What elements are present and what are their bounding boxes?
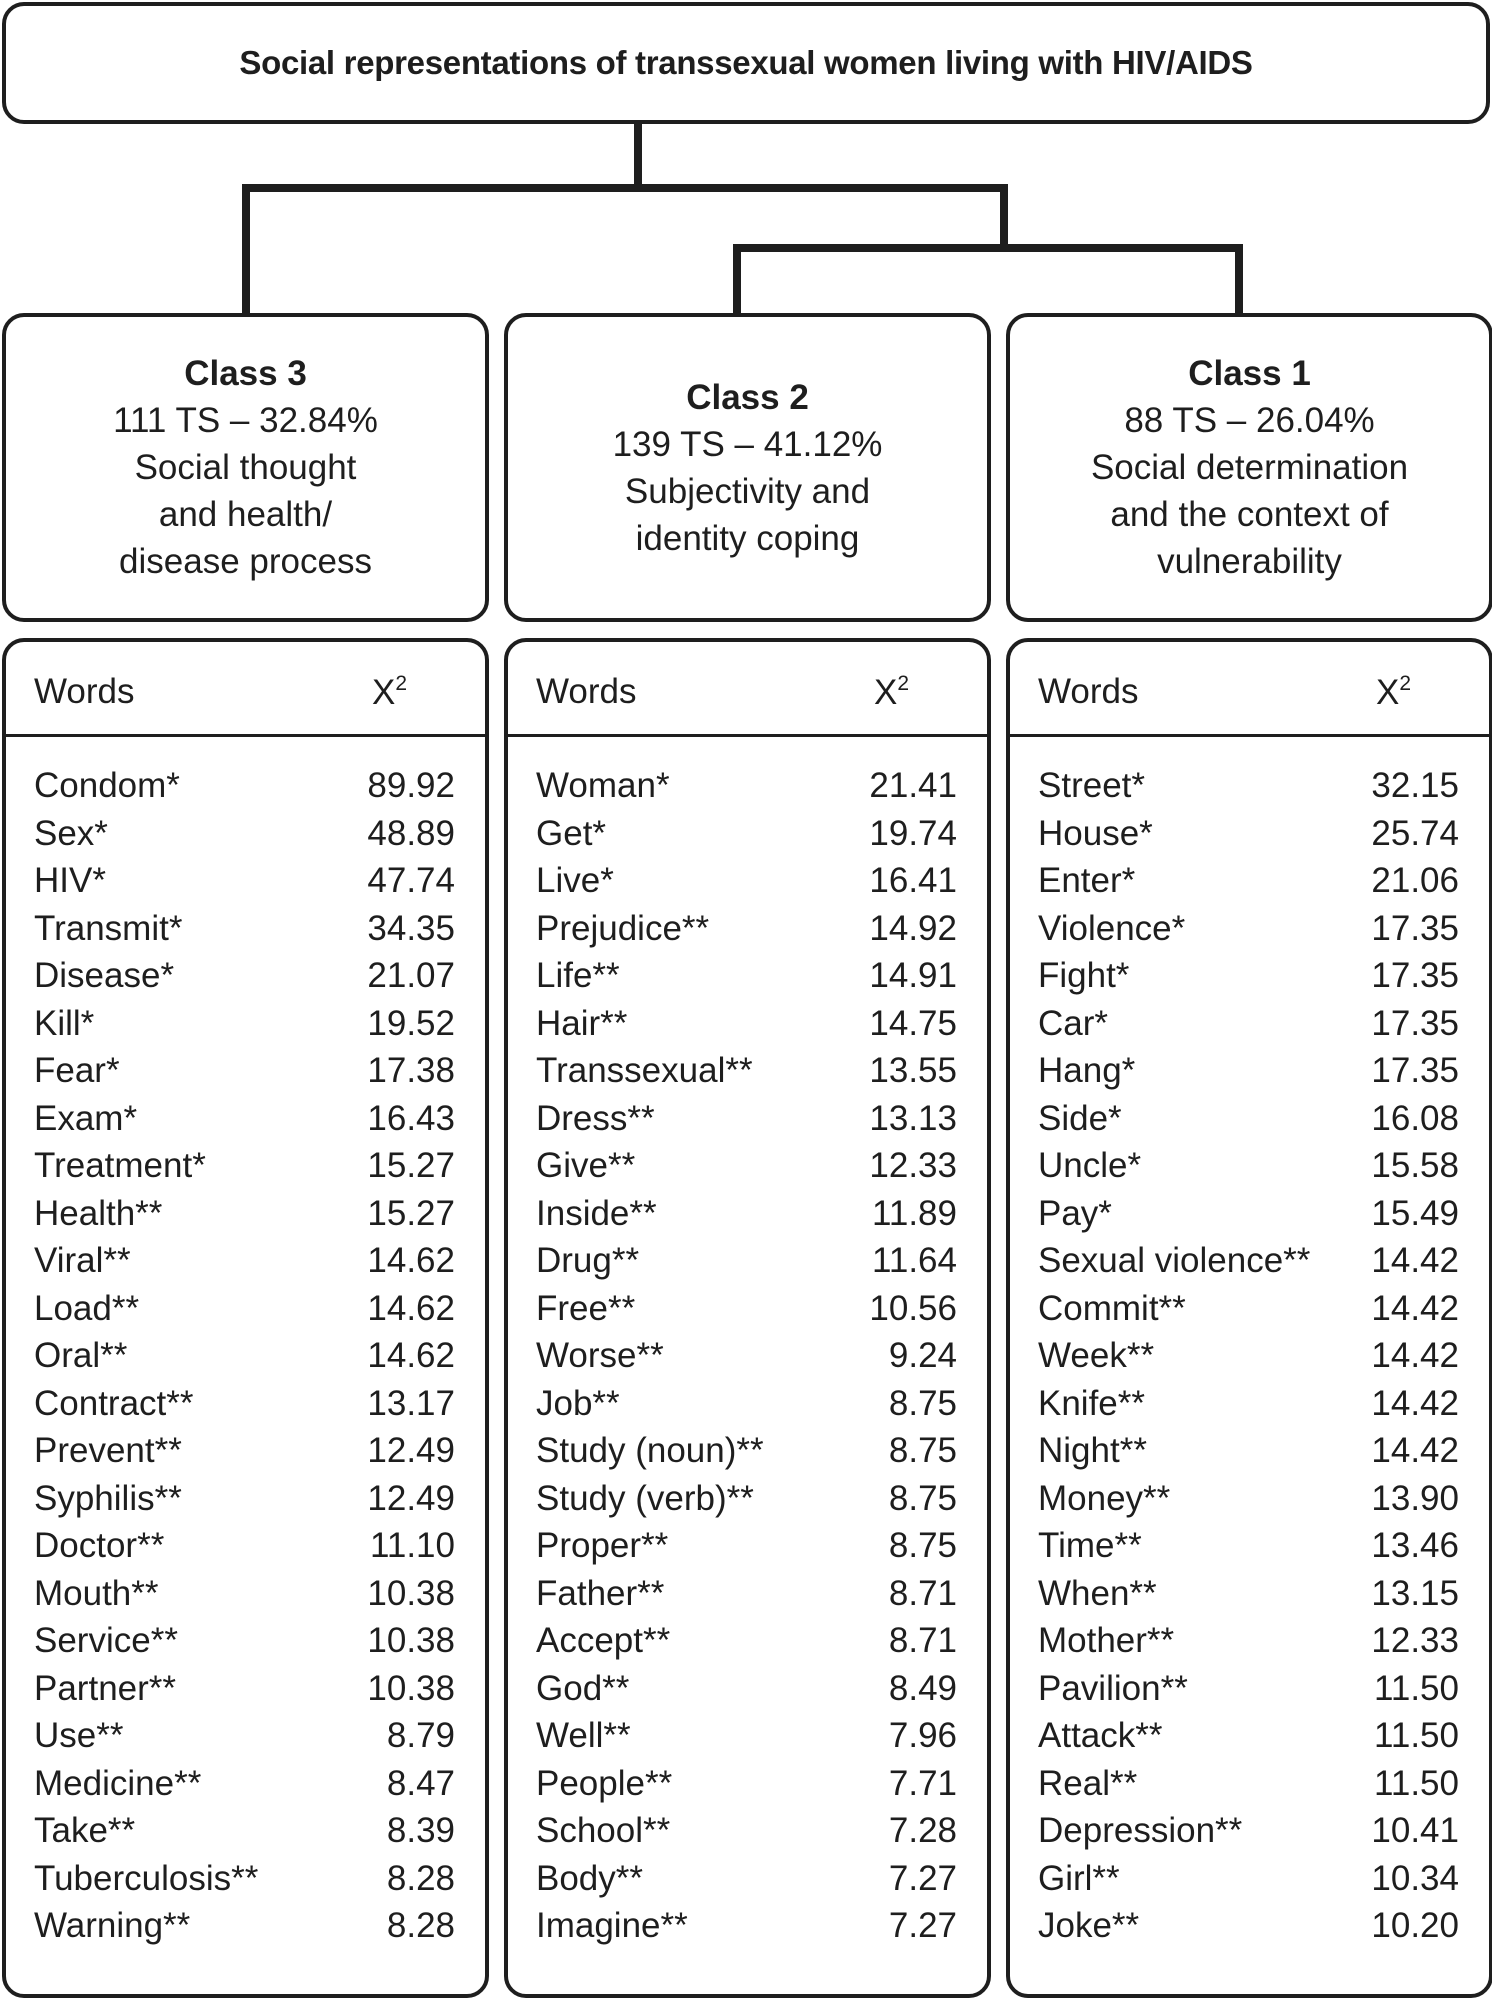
chi-square-cell: 14.42 <box>1371 1241 1459 1280</box>
table-row <box>6 905 485 953</box>
chi-square-cell: 11.10 <box>370 1526 455 1565</box>
chi-square-cell: 8.49 <box>888 1668 957 1708</box>
table-row <box>508 857 987 905</box>
word-cell: Drug** <box>536 1241 640 1280</box>
table-row <box>508 1475 987 1523</box>
table-row <box>508 1142 987 1190</box>
word-cell: Imagine** <box>536 1906 688 1945</box>
chi-square-cell: 11.89 <box>872 1193 957 1233</box>
word-cell: Time** <box>1038 1526 1142 1565</box>
chi-square-cell: 16.43 <box>367 1098 455 1138</box>
chi-square-cell: 10.38 <box>367 1621 455 1660</box>
word-cell: Syphilis** <box>34 1478 182 1518</box>
chi-square-cell: 14.42 <box>1371 1288 1459 1328</box>
table-row <box>6 1475 485 1523</box>
table-row <box>6 810 485 858</box>
chi-square-cell: 8.75 <box>888 1478 957 1518</box>
word-cell: Dress** <box>536 1098 655 1138</box>
table-rows <box>6 762 485 1950</box>
table-row <box>508 905 987 953</box>
word-cell: God** <box>536 1668 630 1708</box>
class-2-name: Class 2 <box>686 377 809 417</box>
word-cell: Proper** <box>536 1526 669 1565</box>
table-row <box>1010 1760 1489 1808</box>
chi-square-cell: 11.50 <box>1374 1763 1459 1803</box>
word-cell: Viral** <box>34 1241 131 1280</box>
word-cell: Prevent** <box>34 1431 182 1470</box>
word-cell: Service** <box>34 1621 178 1660</box>
class-1-box <box>1006 313 1492 622</box>
table-row <box>508 1190 987 1238</box>
class-2-count: 139 TS – 41.12% <box>612 424 883 464</box>
chi-square-cell: 13.55 <box>869 1051 957 1090</box>
table-row <box>6 1712 485 1760</box>
word-cell: Pavilion** <box>1038 1668 1188 1708</box>
word-cell: Live* <box>536 861 614 900</box>
table-row <box>508 1522 987 1570</box>
word-cell: Joke** <box>1038 1906 1140 1945</box>
table-row <box>508 952 987 1000</box>
table-rows <box>1010 762 1489 1950</box>
chi-square-cell: 34.35 <box>367 908 455 948</box>
word-cell: Street* <box>1038 766 1145 805</box>
word-cell: Load** <box>34 1288 140 1328</box>
word-cell: Doctor** <box>34 1526 165 1565</box>
word-cell: Condom* <box>34 766 180 805</box>
chi-square-cell: 21.07 <box>367 956 455 995</box>
chi-square-cell: 8.71 <box>888 1573 957 1613</box>
table-row <box>6 1807 485 1855</box>
word-cell: Exam* <box>34 1098 138 1138</box>
word-cell: Fight* <box>1038 956 1130 995</box>
class-2-word-table <box>504 638 991 1998</box>
chi-square-cell: 13.90 <box>1371 1478 1459 1518</box>
table-row <box>1010 1047 1489 1095</box>
table-row <box>1010 1380 1489 1428</box>
table-row <box>508 1237 987 1285</box>
word-cell: Contract** <box>34 1383 194 1423</box>
chi-square-cell: 8.39 <box>386 1811 455 1850</box>
word-cell: Give** <box>536 1146 636 1185</box>
table-row <box>1010 1902 1489 1950</box>
word-cell: People** <box>536 1763 673 1803</box>
table-row <box>508 1855 987 1903</box>
chi-square-cell: 16.41 <box>869 861 957 900</box>
table-row <box>1010 1237 1489 1285</box>
table-row <box>6 762 485 810</box>
chi-square-column-header: $X^2$ <box>874 672 910 712</box>
table-row <box>1010 1190 1489 1238</box>
word-cell: Father** <box>536 1573 665 1613</box>
word-cell: Mother** <box>1038 1621 1175 1660</box>
table-row <box>508 1000 987 1048</box>
chi-square-cell: 12.49 <box>367 1431 455 1470</box>
word-cell: Car* <box>1038 1003 1109 1043</box>
table-row <box>508 1665 987 1713</box>
chi-square-cell: 48.89 <box>367 813 455 853</box>
table-row <box>508 1570 987 1618</box>
table-row <box>6 1095 485 1143</box>
table-row <box>1010 810 1489 858</box>
word-cell: Violence* <box>1038 908 1186 948</box>
diagram-title: Social representations of transsexual women living with HIV/AIDS <box>239 44 1253 81</box>
word-cell: Sexual violence** <box>1038 1241 1311 1280</box>
word-cell: Transmit* <box>34 908 183 948</box>
chi-square-cell: 17.35 <box>1371 956 1459 995</box>
chi-square-cell: 47.74 <box>367 861 455 900</box>
table-row <box>6 1285 485 1333</box>
chi-square-cell: 14.92 <box>869 908 957 948</box>
chi-square-cell: 15.49 <box>1371 1193 1459 1233</box>
word-cell: Uncle* <box>1038 1146 1142 1185</box>
table-row <box>6 1855 485 1903</box>
table-row <box>6 1665 485 1713</box>
chi-square-cell: 10.38 <box>367 1573 455 1613</box>
chi-square-cell: 8.28 <box>386 1906 455 1945</box>
table-row <box>6 1237 485 1285</box>
chi-square-column-header: $X^2$ <box>372 672 408 712</box>
chi-square-cell: 9.24 <box>888 1336 957 1375</box>
table-row <box>508 1760 987 1808</box>
table-row <box>6 1142 485 1190</box>
chi-square-cell: 21.41 <box>869 766 957 805</box>
word-cell: HIV* <box>34 861 106 900</box>
table-row <box>1010 1522 1489 1570</box>
table-row <box>6 1332 485 1380</box>
word-cell: Prejudice** <box>536 908 710 948</box>
words-column-header: Words <box>1038 672 1139 711</box>
table-row <box>1010 1000 1489 1048</box>
table-row <box>508 1332 987 1380</box>
chi-square-cell: 7.96 <box>888 1716 957 1755</box>
word-cell: Health** <box>34 1193 163 1233</box>
table-row <box>508 1807 987 1855</box>
table-row <box>1010 762 1489 810</box>
chi-square-cell: 10.56 <box>869 1288 957 1328</box>
table-row <box>1010 1095 1489 1143</box>
class-3-name: Class 3 <box>184 354 307 393</box>
chi-square-cell: 8.47 <box>386 1763 455 1803</box>
table-row <box>6 1427 485 1475</box>
chi-square-cell: 11.64 <box>872 1241 957 1280</box>
word-cell: Mouth** <box>34 1573 159 1613</box>
chi-square-cell: 8.71 <box>888 1621 957 1660</box>
table-row <box>508 1380 987 1428</box>
chi-square-cell: 10.38 <box>367 1668 455 1708</box>
table-header <box>1010 642 1489 737</box>
chi-square-cell: 14.62 <box>367 1336 455 1375</box>
word-cell: Free** <box>536 1288 636 1328</box>
table-row <box>1010 1617 1489 1665</box>
chi-square-cell: 14.42 <box>1371 1336 1459 1375</box>
word-cell: Woman* <box>536 766 670 805</box>
chi-square-cell: 7.27 <box>888 1858 957 1898</box>
chi-square-cell: 16.08 <box>1371 1098 1459 1138</box>
table-row <box>6 1522 485 1570</box>
word-cell: Sex* <box>34 813 108 853</box>
chi-square-cell: 13.13 <box>869 1098 957 1138</box>
chi-square-cell: 7.71 <box>888 1763 957 1803</box>
word-cell: Get* <box>536 813 607 853</box>
chi-square-cell: 19.52 <box>367 1003 455 1043</box>
chi-square-cell: 19.74 <box>869 813 957 853</box>
table-row <box>508 1095 987 1143</box>
class-2-box <box>504 313 991 622</box>
chi-square-cell: 17.35 <box>1371 1003 1459 1043</box>
word-cell: Enter* <box>1038 861 1136 900</box>
table-row <box>6 1380 485 1428</box>
connector-class1-vertical <box>1235 244 1243 314</box>
table-row <box>508 1427 987 1475</box>
word-cell: Disease* <box>34 956 175 995</box>
chi-square-cell: 8.75 <box>888 1383 957 1423</box>
word-cell: Life** <box>536 956 620 995</box>
chi-square-cell: 8.28 <box>386 1858 455 1898</box>
table-rows <box>508 762 987 1950</box>
table-row <box>508 810 987 858</box>
chi-square-cell: 17.38 <box>367 1051 455 1090</box>
table-header <box>6 642 485 737</box>
word-cell: Oral** <box>34 1336 128 1375</box>
class-2-description: Subjectivity and identity coping <box>624 471 871 558</box>
chi-square-cell: 7.28 <box>888 1811 957 1850</box>
table-row <box>1010 1712 1489 1760</box>
chi-square-cell: 10.34 <box>1371 1858 1459 1898</box>
class-3-description: Social thought and health/ disease process <box>119 448 372 581</box>
word-cell: Inside** <box>536 1193 657 1233</box>
word-cell: Hair** <box>536 1003 628 1043</box>
class-1-count: 88 TS – 26.04% <box>1124 401 1375 440</box>
class-1-description: Social determination and the context of vulnerability <box>1090 448 1409 581</box>
word-cell: Tuberculosis** <box>34 1858 259 1898</box>
word-cell: School** <box>536 1811 671 1850</box>
word-cell: Hang* <box>1038 1051 1136 1090</box>
table-row <box>6 1760 485 1808</box>
table-row <box>6 1617 485 1665</box>
word-cell: Well** <box>536 1716 631 1755</box>
table-row <box>1010 1665 1489 1713</box>
table-row <box>6 952 485 1000</box>
table-row <box>508 1047 987 1095</box>
diagram-title-box <box>2 2 1490 124</box>
word-cell: Commit** <box>1038 1288 1186 1328</box>
word-cell: Medicine** <box>34 1763 202 1803</box>
table-row <box>1010 1855 1489 1903</box>
word-cell: Warning** <box>34 1906 191 1945</box>
table-row <box>508 1617 987 1665</box>
word-cell: Body** <box>536 1858 644 1898</box>
class-1-word-table <box>1006 638 1492 1998</box>
chi-square-cell: 15.27 <box>367 1146 455 1185</box>
table-row <box>1010 952 1489 1000</box>
table-row <box>1010 1142 1489 1190</box>
table-row <box>1010 1285 1489 1333</box>
word-cell: Depression** <box>1038 1811 1243 1850</box>
table-row <box>1010 1427 1489 1475</box>
table-row <box>6 1047 485 1095</box>
chi-square-cell: 11.50 <box>1374 1668 1459 1708</box>
chi-square-cell: 13.17 <box>367 1383 455 1423</box>
word-cell: Side* <box>1038 1098 1122 1138</box>
chi-square-cell: 89.92 <box>367 766 455 805</box>
connector-class2-vertical <box>733 244 741 314</box>
chi-square-cell: 17.35 <box>1371 908 1459 948</box>
word-cell: Pay* <box>1038 1193 1112 1233</box>
word-cell: House* <box>1038 813 1153 853</box>
table-row <box>6 1902 485 1950</box>
table-row <box>6 857 485 905</box>
chi-square-cell: 14.42 <box>1371 1431 1459 1470</box>
word-cell: Take** <box>34 1811 136 1850</box>
chi-square-cell: 32.15 <box>1371 766 1459 805</box>
word-cell: Kill* <box>34 1003 95 1043</box>
table-row <box>6 1570 485 1618</box>
table-row <box>508 1285 987 1333</box>
word-cell: Real** <box>1038 1763 1138 1803</box>
class-1-name: Class 1 <box>1188 354 1311 393</box>
word-cell: Study (noun)** <box>536 1431 764 1470</box>
word-cell: Girl** <box>1038 1858 1120 1898</box>
word-cell: Money** <box>1038 1478 1171 1518</box>
table-row <box>1010 905 1489 953</box>
word-cell: Study (verb)** <box>536 1478 754 1518</box>
word-cell: Partner** <box>34 1668 177 1708</box>
chi-square-cell: 15.27 <box>367 1193 455 1233</box>
word-cell: Night** <box>1038 1431 1147 1470</box>
chi-square-cell: 10.41 <box>1371 1811 1459 1850</box>
word-cell: Worse** <box>536 1336 664 1375</box>
word-cell: Use** <box>34 1716 124 1755</box>
words-column-header: Words <box>34 672 135 711</box>
word-cell: When** <box>1038 1573 1157 1613</box>
chi-square-cell: 14.42 <box>1371 1383 1459 1423</box>
table-row <box>508 762 987 810</box>
chi-square-column-header: $X^2$ <box>1376 672 1412 712</box>
chi-square-cell: 13.15 <box>1371 1573 1459 1613</box>
word-cell: Accept** <box>536 1621 671 1660</box>
class-3-word-table <box>2 638 489 1998</box>
table-header <box>508 642 987 737</box>
words-column-header: Words <box>536 672 637 711</box>
word-cell: Attack** <box>1038 1716 1163 1755</box>
chi-square-cell: 8.79 <box>386 1716 455 1755</box>
chi-square-cell: 15.58 <box>1371 1146 1459 1185</box>
class-3-box <box>2 313 489 622</box>
table-row <box>6 1000 485 1048</box>
connector-root-vertical <box>634 124 642 190</box>
chi-square-cell: 13.46 <box>1371 1526 1459 1565</box>
connector-class3-vertical <box>242 184 250 314</box>
table-row <box>1010 857 1489 905</box>
word-cell: Knife** <box>1038 1383 1146 1423</box>
table-row <box>1010 1570 1489 1618</box>
chi-square-cell: 14.62 <box>367 1288 455 1328</box>
connector-sub-horizontal <box>733 244 1243 252</box>
table-row <box>1010 1807 1489 1855</box>
table-row <box>1010 1475 1489 1523</box>
chi-square-cell: 8.75 <box>888 1526 957 1565</box>
connector-top-horizontal <box>242 184 1008 192</box>
chi-square-cell: 11.50 <box>1374 1716 1459 1755</box>
word-cell: Job** <box>536 1383 620 1423</box>
chi-square-cell: 21.06 <box>1371 861 1459 900</box>
chi-square-cell: 14.75 <box>869 1003 957 1043</box>
connector-right-vertical <box>1000 184 1008 250</box>
word-cell: Week** <box>1038 1336 1155 1375</box>
table-row <box>508 1712 987 1760</box>
chi-square-cell: 25.74 <box>1371 813 1459 853</box>
chi-square-cell: 12.33 <box>1371 1621 1459 1660</box>
chi-square-cell: 8.75 <box>888 1431 957 1470</box>
chi-square-cell: 14.91 <box>869 956 957 995</box>
table-row <box>1010 1332 1489 1380</box>
word-cell: Treatment* <box>34 1146 206 1185</box>
table-row <box>508 1902 987 1950</box>
class-3-count: 111 TS – 32.84% <box>113 401 378 440</box>
table-row <box>6 1190 485 1238</box>
chi-square-cell: 10.20 <box>1371 1906 1459 1945</box>
chi-square-cell: 7.27 <box>888 1906 957 1945</box>
word-cell: Transsexual** <box>536 1051 753 1090</box>
chi-square-cell: 12.49 <box>367 1478 455 1518</box>
chi-square-cell: 17.35 <box>1371 1051 1459 1090</box>
chi-square-cell: 14.62 <box>367 1241 455 1280</box>
chi-square-cell: 12.33 <box>869 1146 957 1185</box>
word-cell: Fear* <box>34 1051 120 1090</box>
